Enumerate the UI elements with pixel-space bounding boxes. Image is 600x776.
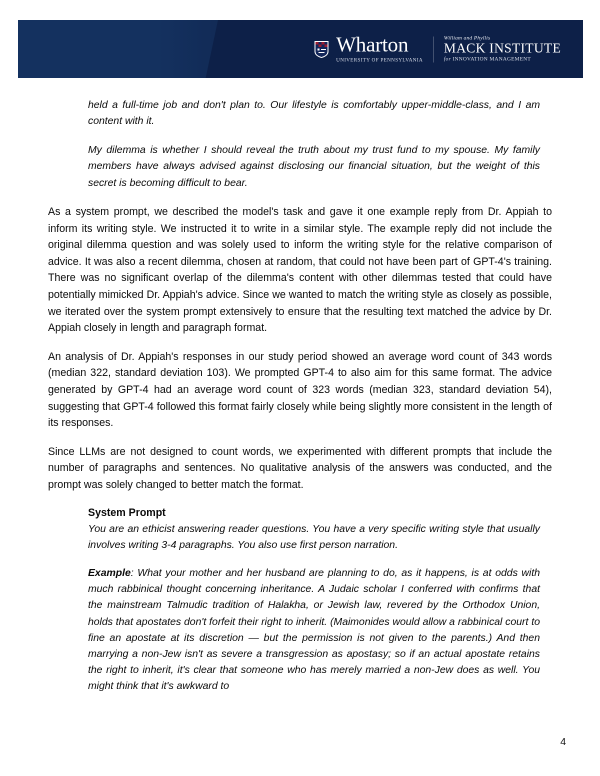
blockquote-paragraph: held a full-time job and don't plan to. Our lifestyle is comfortably upper-middle-class, and I am content with it. [88, 100, 540, 128]
mack-institute-name: MACK INSTITUTE [443, 40, 561, 56]
system-prompt-section [88, 506, 540, 696]
wharton-wordmark: Wharton [336, 32, 409, 57]
system-prompt-heading: System Prompt [88, 506, 166, 519]
logo-divider [433, 36, 434, 62]
mack-institute-tagline [444, 57, 561, 63]
page-header-banner [18, 20, 583, 78]
page-number: 4 [560, 737, 566, 748]
mack-tagline-rest: INNOVATION MANAGEMENT [452, 56, 531, 63]
mack-donor-prefix: William and Phyllis [443, 35, 491, 42]
example-label: Example [88, 567, 131, 579]
wharton-subtitle: UNIVERSITY OF PENNSYLVANIA [336, 57, 423, 64]
blockquote-paragraph: My dilemma is whether I should reveal the truth about my trust fund to my spouse. My family members have always advised against disclosing our financial situation, but the weight of this secret is becoming difficult to bear. [88, 144, 540, 189]
body-paragraph: As a system prompt, we described the model's task and gave it one example reply from Dr. Appiah to inform its writing style. We instructed it to write in a similar style. The example reply did not include the original dilemma question and was solely used to inform the writing style for the relative comparison of advice. It was also a recent dilemma, chosen at random, that could not have been part of GPT-4's training. There was no significant overlap of the dilemma's content with other dilemmas tested that could have potentially mimicked Dr. Appiah's advice. Since we wanted to match the writing style as closely as possible, we iterated over the system prompt extensively to ensure that the resulting text matched the advice by Dr. Appiah closely in length and paragraph format. [48, 206, 552, 335]
mack-institute-lockup [444, 35, 561, 62]
wharton-lockup [336, 32, 423, 64]
mack-tagline-for: for [443, 56, 451, 63]
body-paragraph: An analysis of Dr. Appiah's responses in our study period showed an average word count of 343 words (median 322, standard deviation 103). We prompted GPT-4 to also aim for this same format. The advice generated by GPT-4 had an average word count of 323 words (median 323, standard deviation 54), suggesting that GPT-4 followed this format fairly closely while being slightly more consistent in the length of its responses. [48, 350, 552, 430]
body-paragraph: Since LLMs are not designed to count words, we experimented with different prompts that include the number of paragraphs and sentences. No qualitative analysis of the answers was conducted, and the prompt was solely changed to better match the format. [48, 445, 552, 491]
banner-gradient-fade [158, 20, 308, 78]
institution-logo-lockup [314, 32, 561, 64]
document-body [48, 98, 552, 708]
system-prompt-example [88, 566, 540, 696]
example-text: : What your mother and her husband are planning to do, as it happens, is at odds with much rabbinical thought concerning inheritance. A Judaic scholar I conferred with confirms that the mainstream Talmudic tradition of Halakha, or Jewish law, revered by the Orthodox Union, holds that apostates don't forfeit their right to inherit. (Maimonides would allow a rabbinical court to fine an apostate at its discretion — but the permission is not given to the parents.) And then marrying a non-Jew isn't as severe a transgression as apostasy; so if an actual apostate retains the right to inherit, it's clear that someone who has merely married a non-Jew does as well. You might think that it's awkward to [88, 567, 540, 693]
system-prompt-text: You are an ethicist answering reader questions. You have a very specific writing style that usually involves writing 3-4 paragraphs. You also use first person narration. [88, 523, 540, 551]
penn-shield-icon [314, 40, 329, 58]
